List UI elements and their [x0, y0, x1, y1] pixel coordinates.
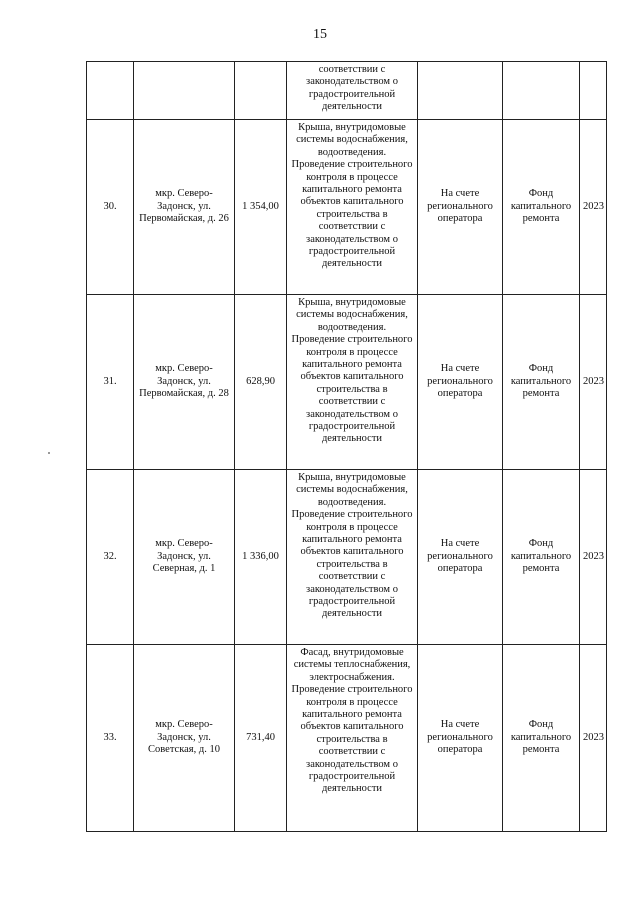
address-cell — [134, 62, 235, 120]
table-row — [87, 645, 607, 832]
account-cell: На счете регионального оператора — [418, 645, 503, 832]
year-cell: 2023 — [580, 120, 607, 295]
year-cell: 2023 — [580, 645, 607, 832]
account-cell: На счете регионального оператора — [418, 120, 503, 295]
address-cell: мкр. Северо-Задонск, ул. Первомайская, д. 26 — [134, 120, 235, 295]
funding-source-cell: Фонд капитального ремонта — [503, 295, 580, 470]
area-cell: 1 336,00 — [235, 470, 287, 645]
funding-source-cell: Фонд капитального ремонта — [503, 470, 580, 645]
account-cell: На счете регионального оператора — [418, 295, 503, 470]
address-cell: мкр. Северо-Задонск, ул. Советская, д. 10 — [134, 645, 235, 832]
account-cell: На счете регионального оператора — [418, 470, 503, 645]
repair-program-table — [86, 61, 607, 832]
funding-source-cell — [503, 62, 580, 120]
account-cell — [418, 62, 503, 120]
works-cell: Фасад, внутридомовые системы теплоснабжения, электроснабжения. Проведение строительного контроля в процессе капитального ремонта объектов капитального строительства в соответствии с законодательством о градостроительной деятельности — [287, 645, 418, 832]
address-cell: мкр. Северо-Задонск, ул. Северная, д. 1 — [134, 470, 235, 645]
year-cell: 2023 — [580, 295, 607, 470]
row-number — [87, 62, 134, 120]
works-cell: соответствии с законодательством о градостроительной деятельности — [287, 62, 418, 120]
works-cell: Крыша, внутридомовые системы водоснабжения, водоотведения. Проведение строительного контроля в процессе капитального ремонта объектов капитального строительства в соответствии с законодательством о градостроительной деятельности — [287, 470, 418, 645]
area-cell: 1 354,00 — [235, 120, 287, 295]
table-row — [87, 295, 607, 470]
table-row — [87, 470, 607, 645]
area-cell: 628,90 — [235, 295, 287, 470]
scan-artifact — [48, 452, 50, 454]
area-cell — [235, 62, 287, 120]
address-cell: мкр. Северо-Задонск, ул. Первомайская, д. 28 — [134, 295, 235, 470]
area-cell: 731,40 — [235, 645, 287, 832]
works-cell: Крыша, внутридомовые системы водоснабжения, водоотведения. Проведение строительного контроля в процессе капитального ремонта объектов капитального строительства в соответствии с законодательством о градостроительной деятельности — [287, 295, 418, 470]
works-cell: Крыша, внутридомовые системы водоснабжения, водоотведения. Проведение строительного контроля в процессе капитального ремонта объектов капитального строительства в соответствии с законодательством о градостроительной деятельности — [287, 120, 418, 295]
row-number: 33. — [87, 645, 134, 832]
table-row — [87, 120, 607, 295]
funding-source-cell: Фонд капитального ремонта — [503, 120, 580, 295]
year-cell — [580, 62, 607, 120]
year-cell: 2023 — [580, 470, 607, 645]
table-row — [87, 62, 607, 120]
row-number: 32. — [87, 470, 134, 645]
row-number: 31. — [87, 295, 134, 470]
funding-source-cell: Фонд капитального ремонта — [503, 645, 580, 832]
page-number: 15 — [313, 27, 327, 42]
row-number: 30. — [87, 120, 134, 295]
